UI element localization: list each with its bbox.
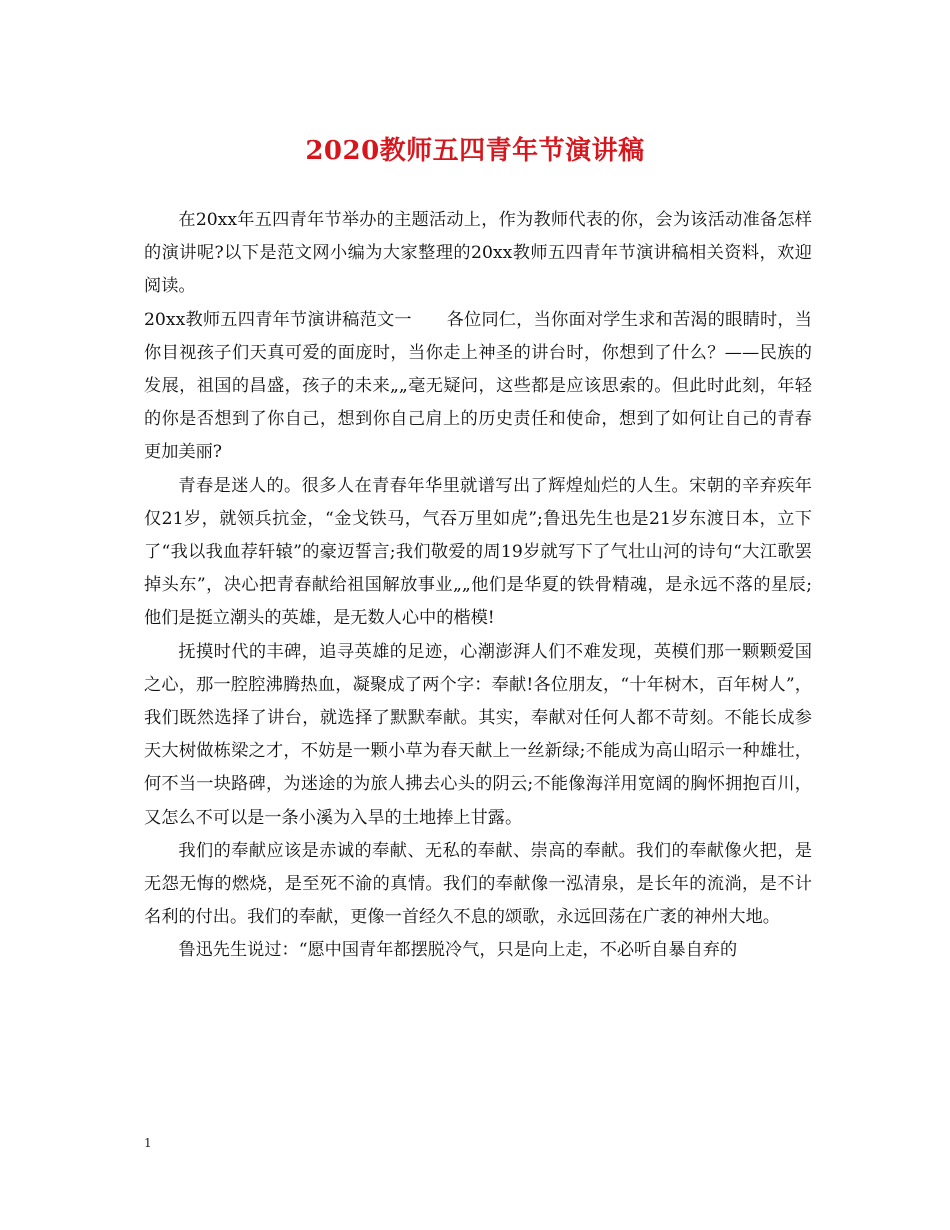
paragraph-dedication: 抚摸时代的丰碑，追寻英雄的足迹，心潮澎湃人们不难发现，英模们那一颗颗爱国之心，那一腔腔沸腾热血，凝聚成了两个字：奉献!各位朋友，“十年树木，百年树人”，我们既然选择了讲台，就选择了默默奉献。其实，奉献对任何人都不苛刻。不能长成参天大树做栋梁之才，不妨是一颗小草为春天献上一丝新绿;不能成为高山昭示一种雄壮，何不当一块路碑，为迷途的为旅人拂去心头的阴云;不能像海洋用宽阔的胸怀拥抱百川，又怎么不可以是一条小溪为入旱的土地捧上甘露。 bbox=[144, 641, 812, 828]
document-body bbox=[144, 204, 812, 968]
document-title: 2020教师五四青年节演讲稿 bbox=[305, 136, 645, 166]
paragraph-youth: 青春是迷人的。很多人在青春年华里就谱写出了辉煌灿烂的人生。宋朝的辛弃疾年仅21岁，就领兵抗金，“金戈铁马，气吞万里如虎”;鲁迅先生也是21岁东渡日本，立下了“我以我血荐轩辕”的豪迈誓言;我们敬爱的周19岁就写下了气壮山河的诗句“大江歌罢掉头东”，决心把青春献给祖国解放事业„„他们是华夏的铁骨精魂，是永远不落的星辰;他们是挺立潮头的英雄，是无数人心中的楷模! bbox=[144, 475, 812, 629]
paragraph-intro: 在20xx年五四青年节举办的主题活动上，作为教师代表的你，会为该活动准备怎样的演讲呢?以下是范文网小编为大家整理的20xx教师五四青年节演讲稿相关资料，欢迎阅读。 bbox=[144, 210, 812, 297]
paragraph-lu-xun-quote: 鲁迅先生说过：“愿中国青年都摆脱冷气，只是向上走，不必听自暴自弃的 bbox=[178, 940, 738, 961]
page-number: 1 bbox=[144, 1136, 152, 1150]
paragraph-devotion: 我们的奉献应该是赤诚的奉献、无私的奉献、崇高的奉献。我们的奉献像火把，是无怨无悔的燃烧，是至死不渝的真情。我们的奉献像一泓清泉，是长年的流淌，是不计名利的付出。我们的奉献，更像一首经久不息的颂歌，永远回荡在广袤的神州大地。 bbox=[144, 840, 812, 928]
paragraph-section-heading: 20xx教师五四青年节演讲稿范文一 各位同仁，当你面对学生求和苦渴的眼睛时，当你目视孩子们天真可爱的面庞时，当你走上神圣的讲台时，你想到了什么？——民族的发展，祖国的昌盛，孩子的未来„„毫无疑问，这些都是应该思索的。但此时此刻，年轻的你是否想到了你自己，想到你自己肩上的历史责任和使命，想到了如何让自己的青春更加美丽? bbox=[144, 309, 812, 463]
